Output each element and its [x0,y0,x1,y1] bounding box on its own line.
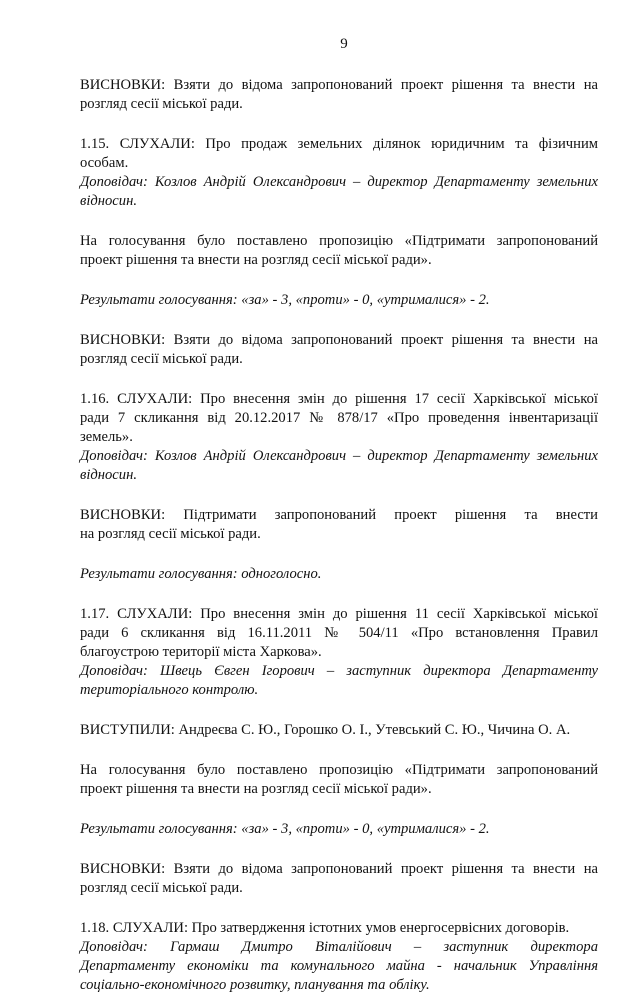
vote-proposal-paragraph [80,232,598,270]
text-line: на розгляд сесії міської ради. [80,526,261,542]
vote-results [80,565,598,584]
conclusion-paragraph [80,860,598,898]
text-line: 1.15. СЛУХАЛИ: Про продаж земельних ділянок юридичним та фізичним [80,136,598,152]
text-line: територіального контролю. [80,682,259,698]
text-line: ВИСНОВКИ: Взяти до відома запропонований проект рішення та внести на [80,332,598,348]
text-line: 1.17. СЛУХАЛИ: Про внесення змін до рішення 11 сесії Харківської міської [80,606,598,622]
item-1-18-heard [80,919,598,938]
conclusion-paragraph [80,506,598,544]
item-1-15-heard [80,135,598,173]
text-line: 1.16. СЛУХАЛИ: Про внесення змін до рішення 17 сесії Харківської міської [80,391,598,407]
conclusion-paragraph [80,331,598,369]
text-line: 1.18. СЛУХАЛИ: Про затвердження істотних умов енергосервісних договорів. [80,920,570,936]
text-line: Доповідач: Гармаш Дмитро Віталійович – заступник директора [80,939,598,955]
text-line: благоустрою території міста Харкова». [80,644,322,660]
page-number: 9 [340,36,348,52]
text-line: відносин. [80,193,137,209]
item-1-18-speaker [80,938,598,995]
text-line: ВИСНОВКИ: Взяти до відома запропонований проект рішення та внести на [80,861,598,877]
text-line: ВИСТУПИЛИ: Андреєва С. Ю., Горошко О. І., Утевський С. Ю., Чичина О. А. [80,722,571,738]
text-line: Доповідач: Швець Євген Ігорович – заступник директора Департаменту [80,663,598,679]
text-line: На голосування було поставлено пропозицію «Підтримати запропонований [80,233,598,249]
text-line: ВИСНОВКИ: Підтримати запропонований проект рішення та внести [80,507,598,523]
text-line: Результати голосування: «за» - 3, «проти» - 0, «утрималися» - 2. [80,292,490,308]
text-line: земель». [80,429,133,445]
item-1-15-speaker [80,173,598,211]
text-line: ради 7 скликання від 20.12.2017 № 878/17 «Про проведення інвентаризації [80,410,598,426]
text-line: Результати голосування: одноголосно. [80,566,322,582]
item-1-17-heard [80,605,598,662]
text-line: Результати голосування: «за» - 3, «проти» - 0, «утрималися» - 2. [80,821,490,837]
text-line: розгляд сесії міської ради. [80,351,243,367]
text-line: На голосування було поставлено пропозицію «Підтримати запропонований [80,762,598,778]
vote-results [80,291,598,310]
item-1-16-heard [80,390,598,447]
vote-results [80,820,598,839]
conclusion-paragraph [80,76,598,114]
text-line: відносин. [80,467,137,483]
text-line: ВИСНОВКИ: Взяти до відома запропонований проект рішення та внести на [80,77,598,93]
text-line: Доповідач: Козлов Андрій Олександрович – директор Департаменту земельних [80,448,598,464]
text-line: розгляд сесії міської ради. [80,96,243,112]
speakers-paragraph [80,721,598,740]
text-line: Доповідач: Козлов Андрій Олександрович – директор Департаменту земельних [80,174,598,190]
text-line: проект рішення та внести на розгляд сесії міської ради». [80,781,432,797]
item-1-17-speaker [80,662,598,700]
item-1-16-speaker [80,447,598,485]
document-body [80,76,598,995]
text-line: розгляд сесії міської ради. [80,880,243,896]
vote-proposal-paragraph [80,761,598,799]
text-line: ради 6 скликання від 16.11.2011 № 504/11 «Про встановлення Правил [80,625,598,641]
text-line: особам. [80,155,129,171]
text-line: проект рішення та внести на розгляд сесії міської ради». [80,252,432,268]
text-line: соціально-економічного розвитку, планування та обліку. [80,977,430,993]
text-line: Департаменту економіки та комунального майна - начальник Управління [80,958,598,974]
